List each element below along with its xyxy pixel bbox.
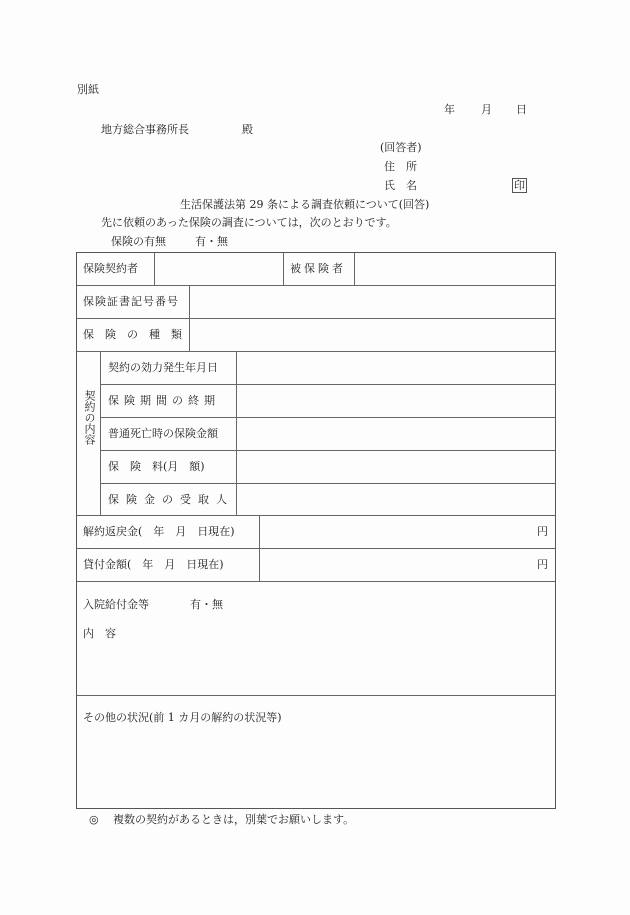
honorific: 殿 <box>242 123 253 136</box>
hospital-benefit-value: 有・無 <box>190 598 223 611</box>
other-status-label: その他の状況(前 1 カ月の解約の状況等) <box>83 711 282 724</box>
loan-amount-field[interactable] <box>260 549 554 580</box>
policy-number-field[interactable] <box>190 286 554 317</box>
date-month: 月 <box>481 103 492 116</box>
insured-label: 被保険者 <box>290 262 346 275</box>
name-label: 氏 名 <box>384 179 417 192</box>
surrender-value-label: 解約返戻金( 年 月 日現在) <box>83 525 235 538</box>
surrender-value-yen: 円 <box>537 525 548 538</box>
policyholder-label: 保険契約者 <box>83 262 138 275</box>
addressee: 地方総合事務所長 <box>101 123 189 136</box>
policyholder-field[interactable] <box>155 254 282 284</box>
date-year: 年 <box>444 103 455 116</box>
col-divider <box>283 253 284 285</box>
hospital-content-label: 内 容 <box>83 627 116 640</box>
beneficiary-field[interactable] <box>237 484 554 514</box>
insurance-end-field[interactable] <box>237 385 554 416</box>
death-benefit-field[interactable] <box>237 418 554 449</box>
row-divider <box>77 695 555 696</box>
row-divider <box>77 581 555 582</box>
insurance-presence-value: 有・無 <box>195 235 228 248</box>
policy-number-label: 保険証書記号番号 <box>83 295 179 308</box>
respondent-label: (回答者) <box>380 141 422 154</box>
death-benefit-label: 普通死亡時の保険金額 <box>108 427 218 440</box>
attachment-label: 別紙 <box>77 83 99 96</box>
loan-amount-label: 貸付金額( 年 月 日現在) <box>83 558 224 571</box>
premium-label: 保 険 料(月 額) <box>108 460 205 473</box>
insured-field[interactable] <box>355 254 553 284</box>
contract-effective-date-field[interactable] <box>237 352 554 383</box>
contract-content-label: 契約の内容 <box>83 390 96 445</box>
loan-amount-yen: 円 <box>537 558 548 571</box>
insurance-table <box>76 252 556 809</box>
intro-text: 先に依頼のあった保険の調査については，次のとおりです。 <box>101 216 397 229</box>
insurance-type-label: 保 険 の 種 類 <box>83 328 182 341</box>
beneficiary-label: 保険金の受取人 <box>108 493 234 506</box>
date-day: 日 <box>516 103 527 116</box>
seal-mark: 印 <box>514 179 525 192</box>
other-status-field[interactable] <box>78 728 554 807</box>
address-label: 住 所 <box>384 160 417 173</box>
surrender-value-field[interactable] <box>260 516 554 547</box>
contract-effective-date-label: 契約の効力発生年月日 <box>108 361 218 374</box>
insurance-type-field[interactable] <box>190 319 554 350</box>
hospital-benefit-label: 入院給付金等 <box>83 598 149 611</box>
hospital-content-field[interactable] <box>78 643 554 693</box>
document-title: 生活保護法第 29 条による調査依頼について(回答) <box>180 198 430 211</box>
premium-field[interactable] <box>237 451 554 482</box>
footnote-text: 複数の契約があるときは，別葉でお願いします。 <box>113 813 355 826</box>
insurance-presence-label: 保険の有無 <box>111 235 166 248</box>
footnote-mark: ◎ <box>89 813 99 826</box>
col-divider <box>100 351 101 515</box>
insurance-end-label: 保険期間の終期 <box>108 394 220 407</box>
